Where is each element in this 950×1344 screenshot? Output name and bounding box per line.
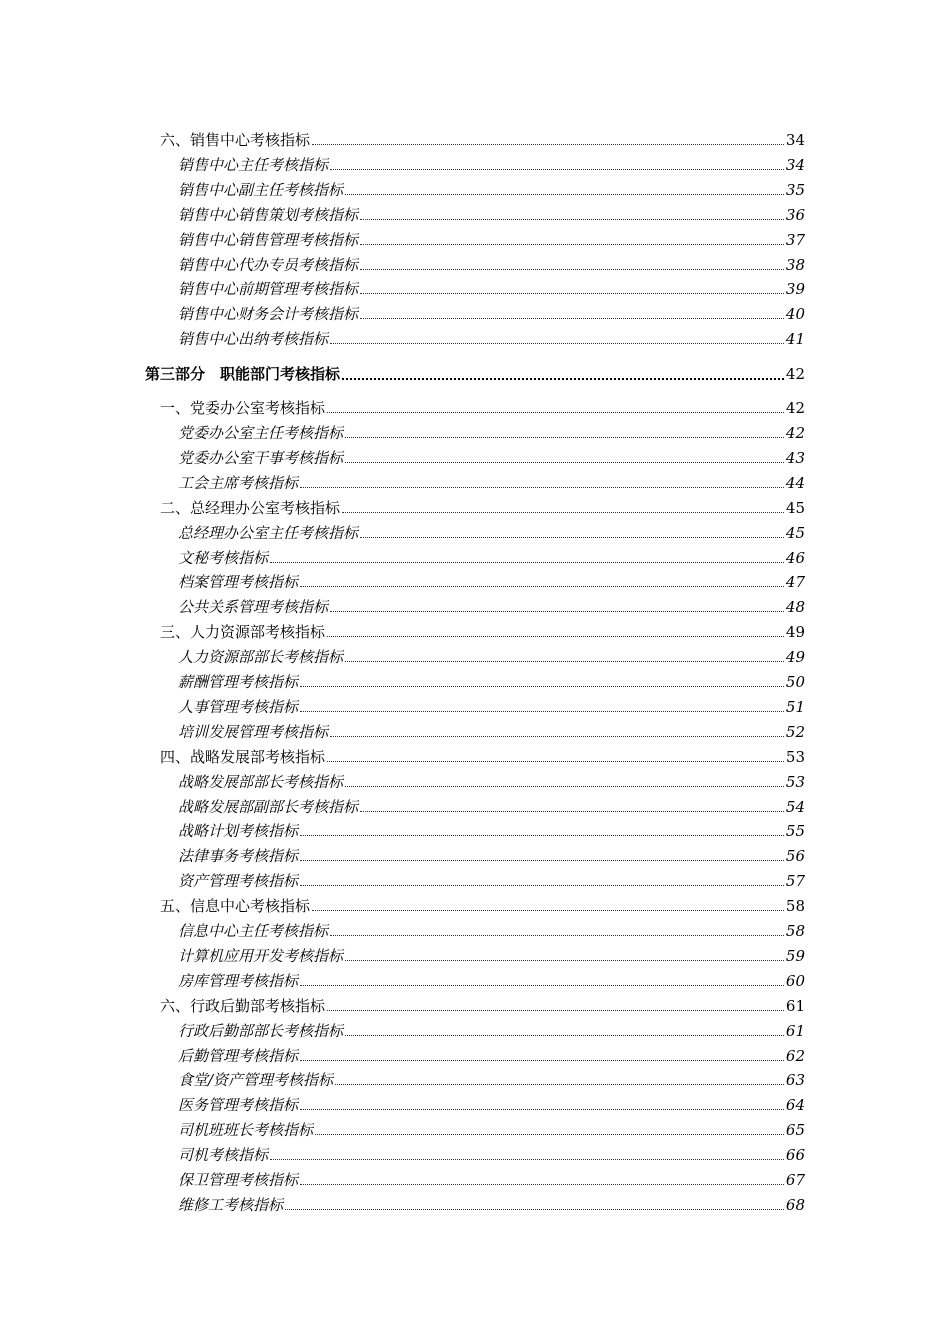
toc-dot-leader <box>285 1208 784 1210</box>
toc-entry-label: 人事管理考核指标 <box>178 697 299 716</box>
toc-entry-label: 销售中心财务会计考核指标 <box>178 305 359 324</box>
toc-page-number: 53 <box>785 772 805 791</box>
toc-page-number: 42 <box>785 424 805 442</box>
toc-dot-leader <box>345 959 784 961</box>
toc-entry-label: 党委办公室干事考核指标 <box>178 448 344 467</box>
toc-subentry[interactable] <box>178 251 805 275</box>
toc-subentry[interactable] <box>178 668 805 692</box>
toc-dot-leader <box>300 1059 784 1061</box>
toc-entry-label: 法律事务考核指标 <box>178 847 299 866</box>
toc-page-number: 58 <box>785 897 805 916</box>
toc-page-number: 67 <box>785 1171 805 1189</box>
toc-dot-leader <box>300 1108 784 1110</box>
toc-dot-leader <box>360 268 784 270</box>
toc-page-number: 62 <box>785 1046 805 1065</box>
toc-subentry[interactable] <box>178 768 805 792</box>
toc-subentry[interactable] <box>178 275 805 299</box>
toc-page-number: 40 <box>785 305 805 324</box>
toc-entry-label: 销售中心销售管理考核指标 <box>178 230 359 249</box>
toc-page-number: 68 <box>785 1195 805 1214</box>
toc-entry-label: 计算机应用开发考核指标 <box>178 946 344 965</box>
toc-subentry[interactable] <box>178 568 805 592</box>
toc-dot-leader <box>327 760 784 762</box>
toc-subentry[interactable] <box>178 444 805 468</box>
toc-dot-leader <box>345 785 784 787</box>
toc-entry-label: 保卫管理考核指标 <box>178 1171 299 1189</box>
toc-section-entry[interactable] <box>160 126 805 150</box>
toc-page-number: 65 <box>785 1121 805 1140</box>
toc-entry-label: 行政后勤部部长考核指标 <box>178 1021 344 1040</box>
toc-entry-label: 维修工考核指标 <box>178 1195 284 1214</box>
toc-subentry[interactable] <box>178 1141 805 1165</box>
toc-dot-leader <box>345 1034 784 1036</box>
toc-page-number: 55 <box>785 822 805 841</box>
toc-entry-label: 档案管理考核指标 <box>178 573 299 592</box>
toc-page-number: 64 <box>785 1096 805 1115</box>
toc-dot-leader <box>360 243 784 245</box>
toc-page-number: 42 <box>785 399 805 418</box>
toc-entry-label: 销售中心出纳考核指标 <box>178 330 329 349</box>
toc-subentry[interactable] <box>178 419 805 443</box>
toc-subentry[interactable] <box>178 718 805 742</box>
toc-entry-label: 公共关系管理考核指标 <box>178 598 329 617</box>
toc-subentry[interactable] <box>178 643 805 667</box>
toc-entry-label: 战略计划考核指标 <box>178 822 299 841</box>
toc-subentry[interactable] <box>178 1042 805 1066</box>
toc-page-number: 47 <box>785 573 805 592</box>
toc-dot-leader <box>300 834 784 836</box>
toc-section-entry[interactable] <box>160 618 805 642</box>
toc-dot-leader <box>345 436 784 438</box>
toc-dot-leader <box>300 710 784 712</box>
toc-dot-leader <box>300 1183 784 1185</box>
toc-dot-leader <box>300 884 784 886</box>
toc-subentry[interactable] <box>178 519 805 543</box>
toc-entry-label: 销售中心副主任考核指标 <box>178 180 344 199</box>
toc-dot-leader <box>312 909 784 911</box>
toc-page-number: 52 <box>785 722 805 741</box>
toc-entry-label: 四、战略发展部考核指标 <box>160 747 326 766</box>
toc-subentry[interactable] <box>178 1017 805 1041</box>
toc-page-number: 45 <box>785 523 805 542</box>
toc-entry-label: 工会主席考核指标 <box>178 473 299 492</box>
toc-page-number: 44 <box>785 473 805 492</box>
toc-dot-leader <box>360 536 784 538</box>
toc-subentry[interactable] <box>178 544 805 568</box>
toc-page-number: 61 <box>785 996 805 1015</box>
toc-page-number: 60 <box>785 971 805 990</box>
toc-subentry[interactable] <box>178 1166 805 1190</box>
toc-dot-leader <box>270 1158 784 1160</box>
toc-page-number: 54 <box>785 797 805 816</box>
toc-page-number: 35 <box>785 180 805 199</box>
toc-subentry[interactable] <box>178 1091 805 1115</box>
toc-dot-leader <box>330 735 784 737</box>
toc-subentry[interactable] <box>178 593 805 617</box>
toc-subentry[interactable] <box>178 201 805 225</box>
toc-subentry[interactable] <box>178 1191 805 1215</box>
toc-subentry[interactable] <box>178 176 805 200</box>
toc-subentry[interactable] <box>178 817 805 841</box>
toc-page-number: 61 <box>785 1021 805 1040</box>
toc-entry-label: 总经理办公室主任考核指标 <box>178 523 359 542</box>
toc-page-number: 49 <box>785 648 805 667</box>
toc-dot-leader <box>300 585 784 587</box>
toc-page-number: 57 <box>785 872 805 891</box>
toc-dot-leader <box>315 1133 784 1135</box>
toc-part-heading[interactable] <box>145 360 805 384</box>
toc-entry-label: 第三部分 职能部门考核指标 <box>145 365 341 384</box>
toc-page-number: 45 <box>785 498 805 517</box>
toc-entry-label: 销售中心代办专员考核指标 <box>178 255 359 274</box>
toc-entry-label: 销售中心销售策划考核指标 <box>178 205 359 224</box>
toc-dot-leader <box>360 292 784 294</box>
toc-page-number: 46 <box>785 548 805 567</box>
toc-subentry[interactable] <box>178 793 805 817</box>
toc-entry-label: 资产管理考核指标 <box>178 872 299 891</box>
toc-entry-label: 战略发展部部长考核指标 <box>178 772 344 791</box>
toc-subentry[interactable] <box>178 842 805 866</box>
toc-page-number: 59 <box>785 946 805 965</box>
toc-dot-leader <box>335 1083 784 1085</box>
toc-dot-leader <box>327 1009 784 1011</box>
toc-subentry[interactable] <box>178 693 805 717</box>
toc-section-entry[interactable] <box>160 394 805 418</box>
toc-page-number: 39 <box>785 280 805 299</box>
toc-entry-label: 三、人力资源部考核指标 <box>160 623 326 642</box>
toc-entry-label: 司机班班长考核指标 <box>178 1121 314 1140</box>
toc-subentry[interactable] <box>178 967 805 991</box>
toc-page-number: 49 <box>785 623 805 642</box>
toc-subentry[interactable] <box>178 942 805 966</box>
toc-section-entry[interactable] <box>160 743 805 767</box>
toc-dot-leader <box>360 317 784 319</box>
toc-dot-leader <box>330 934 784 936</box>
toc-entry-label: 薪酬管理考核指标 <box>178 673 299 691</box>
toc-page-number: 34 <box>785 131 805 149</box>
toc-entry-label: 六、销售中心考核指标 <box>160 131 311 149</box>
toc-page-number: 41 <box>785 330 805 349</box>
toc-entry-label: 培训发展管理考核指标 <box>178 722 329 741</box>
toc-dot-leader <box>300 984 784 986</box>
toc-dot-leader <box>330 168 784 170</box>
toc-subentry[interactable] <box>178 325 805 349</box>
toc-entry-label: 二、总经理办公室考核指标 <box>160 498 341 517</box>
toc-page-number: 38 <box>785 255 805 274</box>
toc-dot-leader <box>345 461 784 463</box>
toc-entry-label: 销售中心前期管理考核指标 <box>178 280 359 299</box>
toc-entry-label: 销售中心主任考核指标 <box>178 155 329 174</box>
toc-entry-label: 医务管理考核指标 <box>178 1096 299 1115</box>
toc-entry-label: 信息中心主任考核指标 <box>178 922 329 940</box>
toc-entry-label: 六、行政后勤部考核指标 <box>160 996 326 1015</box>
toc-page-number: 53 <box>785 747 805 766</box>
toc-entry-label: 五、信息中心考核指标 <box>160 897 311 916</box>
toc-page-number: 42 <box>785 365 805 384</box>
toc-dot-leader <box>327 635 784 637</box>
toc-page-number: 43 <box>785 448 805 467</box>
toc-subentry[interactable] <box>178 226 805 250</box>
toc-page-number: 48 <box>785 598 805 617</box>
toc-page-number: 36 <box>785 205 805 224</box>
toc-entry-label: 后勤管理考核指标 <box>178 1046 299 1065</box>
toc-entry-label: 人力资源部部长考核指标 <box>178 648 344 667</box>
toc-entry-label: 司机考核指标 <box>178 1146 269 1165</box>
toc-dot-leader <box>360 810 784 812</box>
toc-subentry[interactable] <box>178 1066 805 1090</box>
toc-entry-label: 房库管理考核指标 <box>178 971 299 990</box>
toc-section-entry[interactable] <box>160 494 805 518</box>
toc-page-number: 37 <box>785 230 805 249</box>
toc-entry-label: 党委办公室主任考核指标 <box>178 424 344 442</box>
toc-dot-leader <box>345 660 784 662</box>
toc-page-number: 63 <box>785 1071 805 1090</box>
toc-dot-leader <box>300 486 784 488</box>
toc-entry-label: 文秘考核指标 <box>178 548 269 567</box>
toc-dot-leader <box>300 859 784 861</box>
toc-section-entry[interactable] <box>160 992 805 1016</box>
toc-dot-leader <box>342 377 784 380</box>
toc-subentry[interactable] <box>178 151 805 175</box>
toc-dot-leader <box>330 342 784 344</box>
toc-subentry[interactable] <box>178 1116 805 1140</box>
toc-section-entry[interactable] <box>160 892 805 916</box>
toc-dot-leader <box>360 218 784 220</box>
toc-dot-leader <box>300 685 784 687</box>
toc-dot-leader <box>327 411 784 413</box>
toc-subentry[interactable] <box>178 867 805 891</box>
toc-subentry[interactable] <box>178 469 805 493</box>
toc-page-number: 66 <box>785 1146 805 1165</box>
toc-page-number: 58 <box>785 922 805 940</box>
toc-page-number: 51 <box>785 697 805 716</box>
toc-dot-leader <box>270 561 784 563</box>
toc-entry-label: 战略发展部副部长考核指标 <box>178 797 359 816</box>
toc-dot-leader <box>330 610 784 612</box>
toc-page-number: 50 <box>785 673 805 691</box>
toc-page-number: 56 <box>785 847 805 866</box>
toc-entry-label: 一、党委办公室考核指标 <box>160 399 326 418</box>
toc-dot-leader <box>312 143 784 145</box>
toc-entry-label: 食堂/资产管理考核指标 <box>178 1071 334 1090</box>
toc-dot-leader <box>342 511 784 513</box>
toc-dot-leader <box>345 193 784 195</box>
toc-subentry[interactable] <box>178 300 805 324</box>
toc-page-number: 34 <box>785 155 805 174</box>
toc-subentry[interactable] <box>178 917 805 941</box>
